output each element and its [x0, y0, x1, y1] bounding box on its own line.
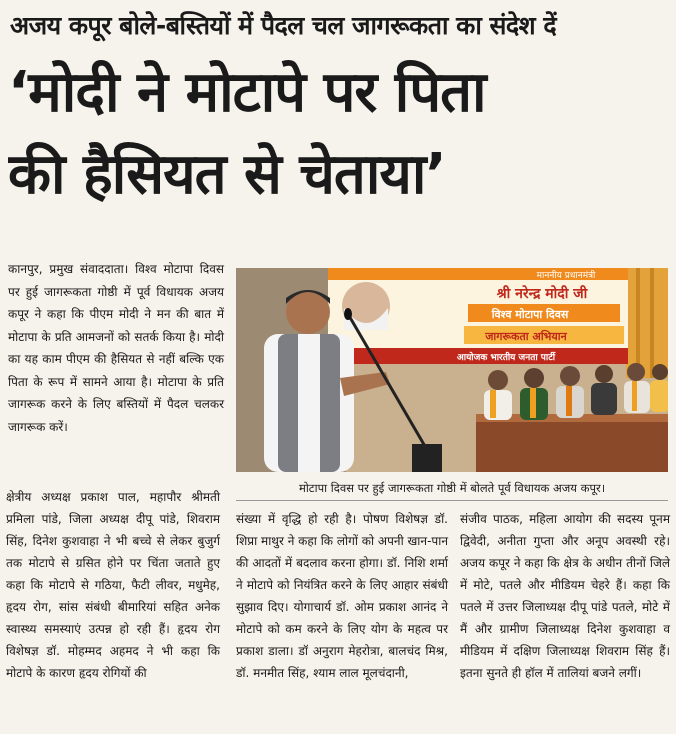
kicker-headline: अजय कपूर बोले-बस्तियों में पैदल चल जागरूकता का संदेश दें [10, 11, 557, 40]
body-column-3 [460, 508, 670, 684]
lead-paragraph [8, 258, 224, 438]
column-3-text: संजीव पाठक, महिला आयोग की सदस्य पूनम द्विवेदी, अनीता गुप्ता और अनूप अवस्थी रहे। अजय कपूर ने कहा कि क्षेत्र के अधीन तीनों जिले में मोटे, पतले और मीडियम चेहरे हैं। कहा कि पतले में उत्तर जिलाध्यक्ष दीपू पांडे पतले, मोटे में मैं और ग्रामीण जिलाध्यक्ष दिनेश कुशवाहा व मीडियम में दक्षिण जिलाध्यक्ष शिवराम सिंह हैं। इतना सुनते ही हॉल में तालियां बजने लगीं। [460, 512, 670, 680]
curtain [626, 268, 668, 378]
banner-line-4: जागरूकता अभियान [485, 330, 567, 343]
banner-line-3: विश्व मोटापा दिवस [491, 308, 569, 321]
banner-line-5: आयोजक भारतीय जनता पार्टी [456, 353, 556, 363]
column-2-text: संख्या में वृद्धि हो रही है। पोषण विशेषज्ञ डॉ. शिप्रा माथुर ने कहा कि लोगों को अपनी खान-पान की आदतों में बदलाव करना होगा। डॉ. निशि शर्मा ने मोटापे को नियंत्रित करने के लिए आहार संबंधी सुझाव दिए। योगाचार्य डॉ. ओम प्रकाश आनंद ने मोटापे को कम करने के लिए योग के महत्व पर प्रकाश डाला। डॉ अनुराग मेहरोत्रा, बालचंद मिश्र, डॉ. मनमीत सिंह, श्याम लाल मूलचंदानी, [236, 512, 448, 680]
headline-line-2: की हैसियत से चेताया’ [8, 142, 446, 207]
main-headline [8, 52, 670, 216]
dais-table [476, 418, 668, 472]
lead-text: कानपुर, प्रमुख संवाददाता। विश्व मोटापा दिवस पर हुई जागरूकता गोष्ठी में पूर्व विधायक अजय कपूर ने कहा कि पीएम मोदी ने मन की बात में मोटापा के प्रति आमजनों को सतर्क किया है। मोदी का यह काम पीएम की हैसियत से नहीं बल्कि एक पिता के रूप में सामने आया है। मोटापा के प्रति जागरूक करने के लिए बस्तियों में पैदल चलकर जागरूक करें। [8, 262, 224, 434]
photo-illustration [236, 268, 668, 472]
photo-caption: मोटापा दिवस पर हुई जागरूकता गोष्ठी में बोलते पूर्व विधायक अजय कपूर। [298, 481, 606, 495]
banner-line-1: माननीय प्रधानमंत्री [536, 271, 596, 281]
caption-divider [236, 500, 668, 501]
body-column-1 [6, 486, 220, 684]
banner-line-2: श्री नरेन्द्र मोदी जी [496, 286, 588, 302]
news-photo [236, 268, 668, 472]
column-1-text: क्षेत्रीय अध्यक्ष प्रकाश पाल, महापौर श्रीमती प्रमिला पांडे, जिला अध्यक्ष दीपू पांडे, शिवराम सिंह, दिनेश कुशवाहा ने भी बच्चे से लेकर बुजुर्ग तक मोटापे से ग्रसित होने पर चिंता जताते हुए कहा कि मोटापे से गठिया, फैटी लीवर, मधुमेह, हृदय रोग, सांस संबंधी बीमारियां सहित अनेक स्वास्थ्य समस्याएं उत्पन्न हो रही हैं। हृदय रोग विशेषज्ञ डॉ. मोहम्मद अहमद ने भी कहा कि मोटापे के कारण हृदय रोगियों की [6, 490, 220, 680]
headline-line-1: ‘मोदी ने मोटापे पर पिता [8, 60, 486, 125]
body-column-2 [236, 508, 448, 684]
